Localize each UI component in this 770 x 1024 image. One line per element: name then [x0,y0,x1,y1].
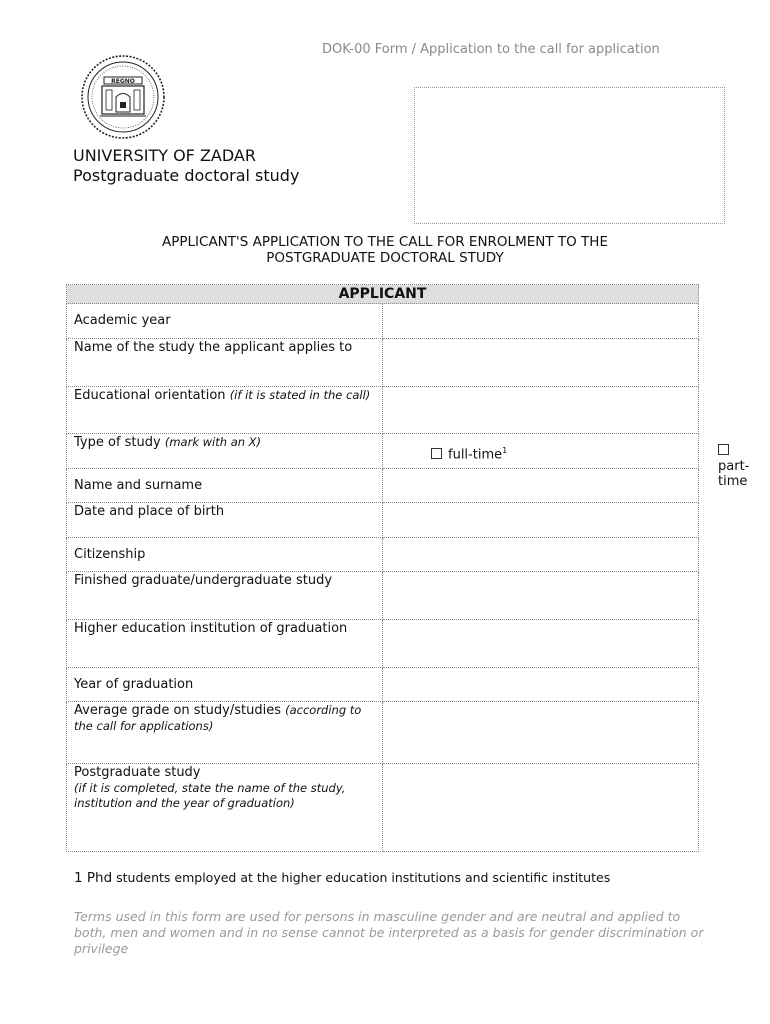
date-place-birth-field[interactable] [383,503,699,538]
part-time-option[interactable]: part-time [718,443,749,490]
finished-study-field[interactable] [383,572,699,620]
footnote-text: students employed at the higher education institutions and scientific institutes [116,870,611,885]
university-name: UNIVERSITY OF ZADAR [73,146,256,165]
footnote [74,870,610,886]
row-label-average-grade: Average grade on study/studies (according to the call for applications) [67,702,383,764]
applicant-form-table [66,284,750,852]
full-time-checkbox[interactable] [431,448,442,459]
photo-placeholder [414,87,725,224]
row-label-type-of-study: Type of study (mark with an X) [67,434,383,469]
row-label-finished-study: Finished graduate/undergraduate study [67,572,383,620]
gender-disclaimer: Terms used in this form are used for persons in masculine gender and are neutral and applied to both, men and women and in no sense cannot be interpreted as a basis for gender discrimination or privilege [74,909,704,956]
row-label-academic-year: Academic year [67,304,383,339]
row-note-type-of-study: (mark with an X) [164,435,262,449]
row-label-institution: Higher education institution of graduation [67,620,383,668]
seal-text: REGNO [111,78,135,85]
row-note-educational-orientation: (if it is stated in the call) [229,388,371,402]
form-title-line1: APPLICANT'S APPLICATION TO THE CALL FOR ENROLMENT TO THE [162,234,608,250]
citizenship-field[interactable] [383,538,699,572]
academic-year-field[interactable] [383,304,699,339]
row-label-educational-orientation: Educational orientation (if it is stated in the call) [67,387,383,434]
type-of-study-field [383,434,750,489]
row-label-date-place-birth: Date and place of birth [67,503,383,538]
form-title [70,234,700,266]
form-title-line2: POSTGRADUATE DOCTORAL STUDY [266,250,504,266]
program-name: Postgraduate doctoral study [73,166,300,185]
university-heading [73,146,299,186]
row-label-name-surname: Name and surname [67,469,383,503]
row-label-citizenship: Citizenship [67,538,383,572]
study-name-field[interactable] [383,339,699,387]
name-surname-field[interactable] [383,469,699,503]
row-label-year-of-graduation: Year of graduation [67,668,383,702]
educational-orientation-field[interactable] [383,387,699,434]
year-of-graduation-field[interactable] [383,668,699,702]
row-note-average-grade: (according to the call for applications) [74,703,362,733]
document-code: DOK-00 Form / Application to the call for application [322,42,660,57]
average-grade-field[interactable] [383,702,699,764]
part-time-checkbox[interactable] [718,444,729,455]
full-time-option[interactable]: full-time$^1$ [431,443,507,463]
row-label-study-name: Name of the study the applicant applies to [67,339,383,387]
applicant-section-heading: APPLICANT [67,285,699,304]
postgraduate-study-field[interactable] [383,764,699,852]
footnote-number: 1 Phd [74,870,113,886]
row-label-postgraduate-study: Postgraduate study (if it is completed, state the name of the study, institution and the year of graduation) [67,764,383,852]
university-seal-logo [80,54,166,140]
institution-field[interactable] [383,620,699,668]
row-note-postgraduate-study: (if it is completed, state the name of the study, institution and the year of graduation) [74,780,346,810]
